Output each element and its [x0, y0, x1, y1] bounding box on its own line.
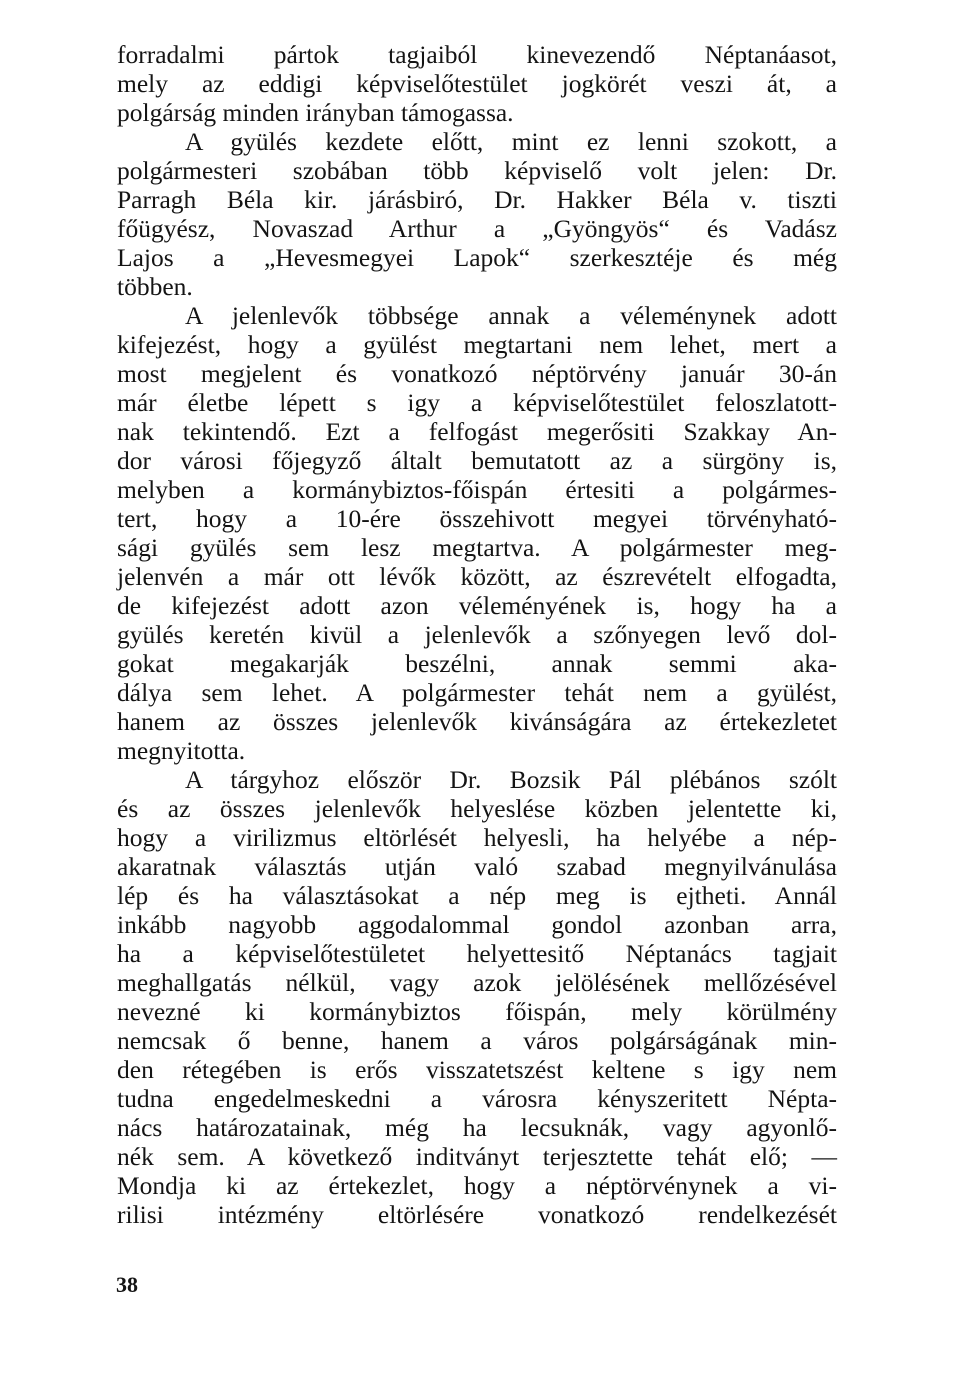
text-line: nék sem. A következő inditványt terjesztette tehát elő; —	[117, 1142, 837, 1171]
text-line: meghallgatás nélkül, vagy azok jelölésének mellőzésével	[117, 968, 837, 997]
text-line: lép és ha választásokat a nép meg is ejtheti. Annál	[117, 881, 837, 910]
text-line: dor városi főjegyző általt bemutatott az a sürgöny is,	[117, 446, 837, 475]
text-line: forradalmi pártok tagjaiból kinevezendő Néptanáasot,	[117, 40, 837, 69]
text-line: mely az eddigi képviselőtestület jogkörét veszi át, a	[117, 69, 837, 98]
text-line: és az összes jelenlevők helyeslése közben jelentette ki,	[117, 794, 837, 823]
text-line: hanem az összes jelenlevők kivánságára az értekezletet	[117, 707, 837, 736]
body-text	[117, 40, 837, 1229]
text-line: többen.	[117, 272, 193, 301]
text-line: jelenvén a már ott lévők között, az észrevételt elfogadta,	[117, 562, 837, 591]
text-line: sági gyülés sem lesz megtartva. A polgármester meg-	[117, 533, 837, 562]
text-line: de kifejezést adott azon véleményének is, hogy ha a	[117, 591, 837, 620]
text-line: gyülés keretén kivül a jelenlevők a szőnyegen levő dol-	[117, 620, 837, 649]
text-line: hogy a virilizmus eltörlését helyesli, ha helyébe a nép-	[117, 823, 837, 852]
text-line: most megjelent és vonatkozó néptörvény január 30-án	[117, 359, 837, 388]
text-line: gokat megakarják beszélni, annak semmi aka-	[117, 649, 837, 678]
text-line: kifejezést, hogy a gyülést megtartani nem lehet, mert a	[117, 330, 837, 359]
text-line: nevezné ki kormánybiztos főispán, mely körülmény	[117, 997, 837, 1026]
text-line: ha a képviselőtestületet helyettesitő Néptanács tagjait	[117, 939, 837, 968]
text-line: megnyitotta.	[117, 736, 246, 765]
text-line: főügyész, Novaszad Arthur a „Gyöngyös“ és Vadász	[117, 214, 837, 243]
text-line: Lajos a „Hevesmegyei Lapok“ szerkesztéje és még	[117, 243, 837, 272]
text-line: akaratnak választás utján való szabad megnyilvánulása	[117, 852, 837, 881]
page-number: 38	[116, 1272, 138, 1297]
text-line: A gyülés kezdete előtt, mint ez lenni szokott, a	[185, 127, 837, 156]
text-line: Parragh Béla kir. járásbiró, Dr. Hakker Béla v. tiszti	[117, 185, 837, 214]
text-line: dálya sem lehet. A polgármester tehát nem a gyülést,	[117, 678, 837, 707]
text-line: nemcsak ő benne, hanem a város polgárságának min-	[117, 1026, 837, 1055]
text-line: A jelenlevők többsége annak a véleménynek adott	[185, 301, 837, 330]
text-line: már életbe lépett s igy a képviselőtestület feloszlatott-	[117, 388, 837, 417]
text-line: nak tekintendő. Ezt a felfogást megerősiti Szakkay An-	[117, 417, 837, 446]
text-line: den rétegében is erős visszatetszést keltene s igy nem	[117, 1055, 837, 1084]
text-line: Mondja ki az értekezlet, hogy a néptörvénynek a vi-	[117, 1171, 837, 1200]
text-line: melyben a kormánybiztos-főispán értesiti a polgármes-	[117, 475, 837, 504]
text-line: inkább nagyobb aggodalommal gondol azonban arra,	[117, 910, 837, 939]
text-line: rilisi intézmény eltörlésére vonatkozó rendelkezését	[117, 1200, 837, 1229]
text-line: tudna engedelmeskedni a városra kényszeritett Népta-	[117, 1084, 837, 1113]
text-line: nács határozatainak, még ha lecsuknák, vagy agyonlő-	[117, 1113, 837, 1142]
text-line: polgárság minden irányban támogassa.	[117, 98, 514, 127]
text-line: A tárgyhoz először Dr. Bozsik Pál plébános szólt	[185, 765, 837, 794]
text-line: polgármesteri szobában több képviselő volt jelen: Dr.	[117, 156, 837, 185]
text-line: tert, hogy a 10-ére összehivott megyei törvényható-	[117, 504, 837, 533]
